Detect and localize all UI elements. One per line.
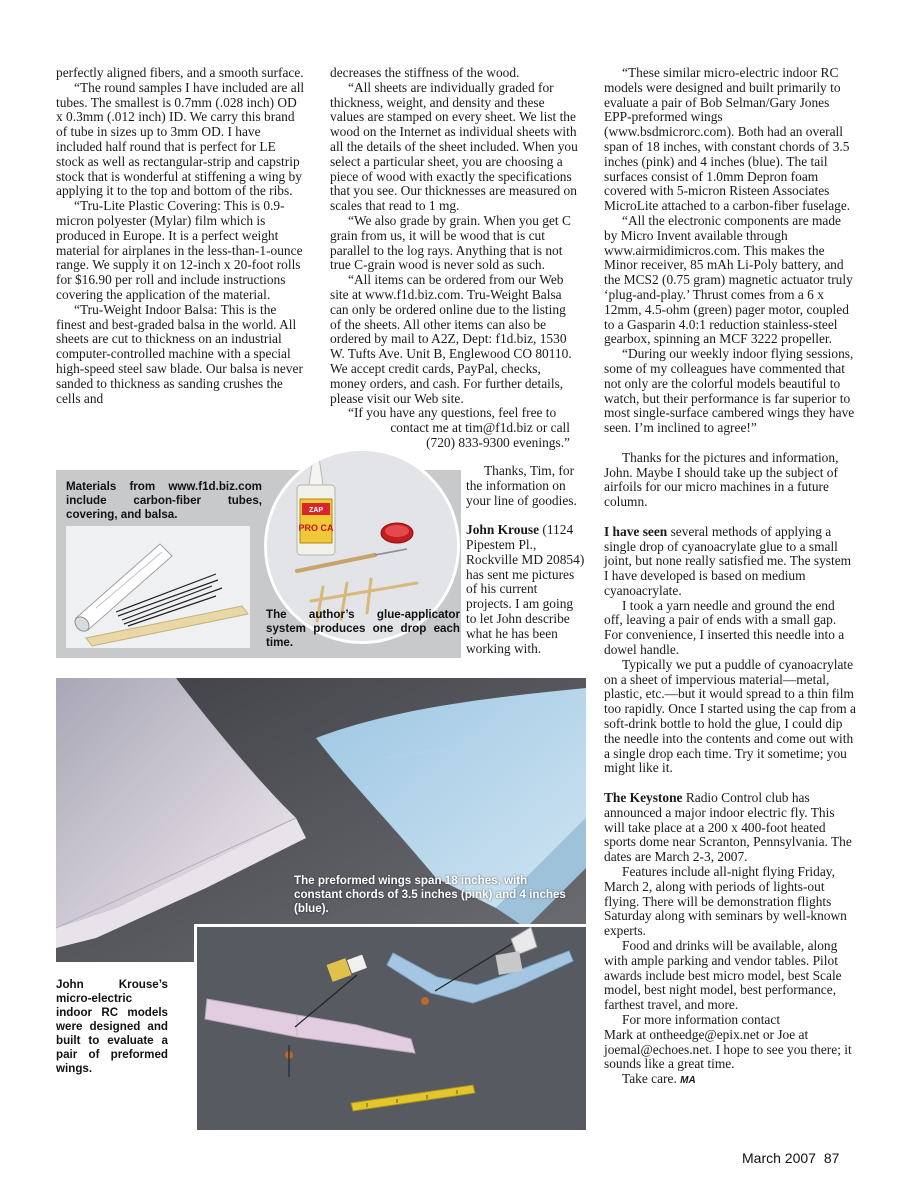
issue-date: March 2007 [742,1150,816,1166]
col2-para-5-line-2: contact me at tim@f1d.biz or call [390,420,570,436]
col3-para-8: Radio Control club has announced a major indoor electric fly. This will take place at a 200 x 400-foot heated sports dome near Scranton, Pennsylvania. The dates are March 2-3, 2007. [604,790,852,865]
col2-para-3: “We also grade by grain. When you get C grain from us, it will be wood that is cut parallel to the log rays. Anything that is not true C-grain wood is never sold as such. [330,212,571,273]
models-illustration [197,927,586,1130]
column-2 [330,66,580,451]
materials-caption: Materials from www.f1d.biz.com include carbon-fiber tubes, covering, and balsa. [66,480,262,521]
col2-para-5-line-3: (720) 833-9300 evenings.” [426,434,570,450]
red-bottle-cap [381,523,413,543]
ma-signature: MA [680,1075,696,1087]
col2-para-5: “If you have any questions, feel free to [348,405,557,421]
col2-para-2: “All sheets are individually graded for thickness, weight, and density and these values are stamped on every sheet. We list the wood on the Internet as individual sheets with all the details of the sheet included. When you select a particular sheet, you are choosing a piece of wood with exactly the specifications that you see. Our thicknesses are measured on scales that read to 1 mg. [330,79,578,214]
john-krouse-lead: John Krouse [466,522,540,538]
col3-para-10: Food and drinks will be available, along with ample parking and vendor tables. Pilot awards include best micro model, best Scale model, best night model, best performance, farthest travel, and more. [604,938,842,1013]
col2-para-1: decreases the stiffness of the wood. [330,65,520,80]
column-3 [604,66,856,1089]
col1-para-4: “Tru-Weight Indoor Balsa: This is the finest and best-graded balsa in the world. All sheets are cut to thickness on an industrial computer-controlled machine with a special high-speed steel saw blade. Our balsa is never sanded to thickness as sanding crushes the cells and [56,301,303,406]
john-krouse-text: (1124 Pipestem Pl., Rockville MD 20854) has sent me pictures of his current projects. I am going to let John describe what he has been working with. [466,522,585,656]
models-photo [194,924,586,1130]
col3-para-13: Take care. [622,1071,677,1087]
col2-para-4: “All items can be ordered from our Web site at www.f1d.biz.com. Tru-Weight Balsa can only be ordered online due to the listing of the sheets. All other items can also be ordered by mail to A2Z, Dept: f1d.biz, 1530 W. Tufts Ave. Unit B, Englewood CO 80110. We accept credit cards, PayPal, checks, money orders, and cash. For further details, please visit our Web site. [330,272,572,406]
col3-para-4: Thanks for the pictures and information, John. Maybe I should take up the subject of airfoils for our micro machines in a future column. [604,449,839,510]
thanks-tim-paragraph: Thanks, Tim, for the information on your line of goodies. [466,463,577,508]
col3-para-3: “During our weekly indoor flying sessions, some of my colleagues have commented that not only are the colorful models beautiful to watch, but their performance is far superior to most single-surface cambered wings they have seen. I’m inclined to agree!” [604,346,855,436]
wings-illustration [56,678,586,962]
column-1 [56,66,306,406]
i-have-seen-lead: I have seen [604,523,668,539]
bottle-brand-text: ZAP [309,507,323,514]
col3-para-1: “These similar micro-electric indoor RC models were designed and built primarily to evaluate a pair of Bob Selman/Gary Jones EPP-preformed wings (www.bsdmicrorc.com). Both had an overall span of 18 inches, with constant chords of 3.5 inches (pink) and 4 inches (blue). The tail surfaces consist of 1.0mm Depron foam covered with 5-micron Risteen Associates MicroLite attached to a carbon-fiber fuselage. [604,65,851,214]
col3-para-9: Features include all-night flying Friday, March 2, along with periods of lights-out flying. There will be demonstration flights Saturday along with seminars by well-known experts. [604,864,847,939]
col3-para-5: several methods of applying a single drop of cyanoacrylate glue to a small joint, but none really satisfied me. The system I have developed is based on medium cyanoacrylate. [604,523,852,598]
col3-para-12: Mark at ontheedge@epix.net or Joe at joemal@echoes.net. I hope to see you there; it sounds like a great time. [604,1026,852,1072]
krouse-caption: John Krouse’s micro-electric indoor RC models were designed and built to evaluate a pair of preformed wings. [56,978,168,1075]
col1-para-2: “The round samples I have included are all tubes. The smallest is 0.7mm (.028 inch) OD x 0.3mm (.012 inch) ID. We carry this brand of tube in sizes up to 3mm OD. I have included half round that is perfect for LE stock as well as rectangular-strip and capstrip stock that is wonderful at stiffening a wing by applying it to the top and bottom of the ribs. [56,79,305,199]
materials-illustration [66,526,250,648]
keystone-lead: The Keystone [604,790,683,806]
materials-photo [66,526,250,648]
col3-para-11: For more information contact [622,1012,781,1027]
column-2-lower [466,464,586,656]
page-number: 87 [823,1150,840,1166]
wings-caption: The preformed wings span 18 inches, with constant chords of 3.5 inches (pink) and 4 inches (blue). [294,874,566,915]
col3-para-6: I took a yarn needle and ground the end off, leaving a pair of ends with a small gap. For convenience, I inserted this needle into a dowel handle. [604,597,845,658]
bottle-label-text: PRO CA [298,523,334,533]
col3-para-7: Typically we put a puddle of cyanoacrylate on a sheet of impervious material—metal, plastic, etc.—but it would spread to a thin film too rapidly. Once I started using the cap from a soft-drink bottle to hold the glue, I could dip the needle into the contents and come out with a single drop each time. Try it sometime; you might like it. [604,656,856,776]
glue-caption: The author’s glue-applicator system produces one drop each time. [266,608,460,649]
preformed-wings-photo [56,678,586,962]
col1-para-1: perfectly aligned fibers, and a smooth surface. [56,65,304,80]
page-folio [742,1150,839,1166]
col3-para-2: “All the electronic components are made by Micro Invent available through www.airmidimicros.com. This makes the Minor receiver, 85 mAh Li-Poly battery, and the MCS2 (0.75 gram) magnetic actuator truly ‘plug-and-play.’ Thrust comes from a 6 x 12mm, 4.5-ohm (green) pager motor, coupled to a Gasparin 4.0:1 reduction stainless-steel gearbox, spinning an MCF 3222 propeller. [604,212,853,347]
col1-para-3: “Tru-Lite Plastic Covering: This is 0.9-micron polyester (Mylar) film which is produced in Europe. It is a perfect weight material for airplanes in the less-than-1-ounce range. We supply it on 12-inch x 20-foot rolls for $16.90 per roll and include instructions covering the application of the material. [56,198,303,302]
